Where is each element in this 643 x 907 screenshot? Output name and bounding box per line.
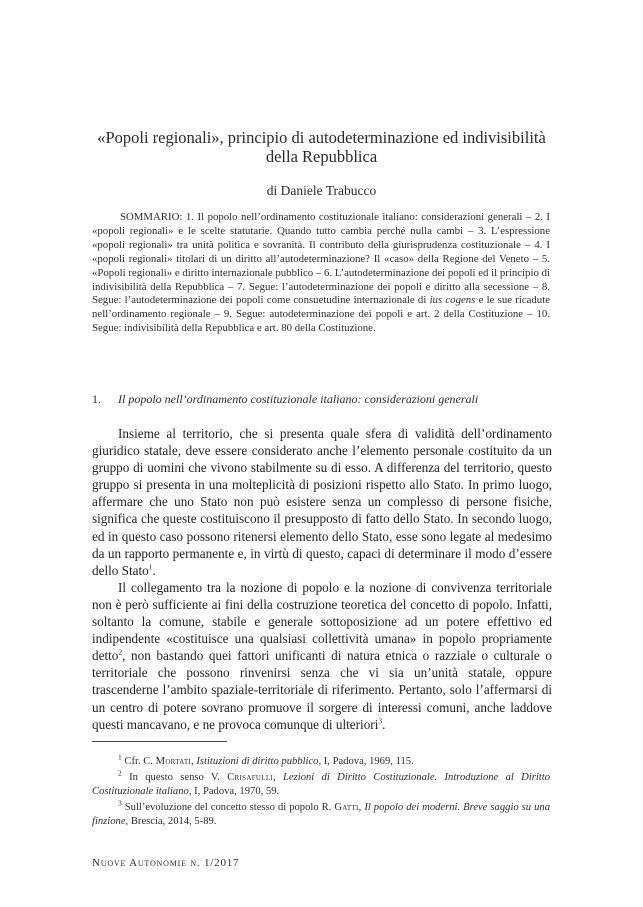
section-number: 1.	[92, 392, 101, 406]
journal-footer: Nuove Autonomie n. 1/2017	[92, 857, 240, 869]
paragraph-text: , non bastando quei fattori unificanti di natura etnica o razziale o culturale o territoriale che possono rinvenirsi senza che vi sia un’unità statale, oppure trascenderne l’ambito spaziale-territoriale di riferimento. Pertanto, solo l’affermarsi di un centro di potere sovrano promuove il sorgere di interessi comuni, anche laddove questi mancavano, e ne provoca comunque di ulteriori	[92, 648, 552, 732]
footnote-number: 1	[118, 752, 122, 762]
footnote-author: Mortati	[155, 756, 192, 767]
footnote-work-title: Il popolo dei moderni. Breve saggio su una finzione	[92, 802, 550, 827]
summary-label: SOMMARIO:	[120, 211, 183, 223]
footnote-text: , I, Padova, 1970, 59.	[188, 786, 280, 797]
footnote-work-title: Istituzioni di diritto pubblico	[196, 756, 319, 767]
summary-text: 1. Il popolo nell’ordinamento costituzionale italiano: considerazioni generali – 2. I «popoli regionali» e le scelte statutarie. Quando tutto cambia perché nulla cambi – 3. L’espressione «popoli regionali» tra unità politica e sovranità. Il contributo della giurisprudenza costituzionale – 4. I «popoli regionali» titolari di un diritto all’autodeterminazione? Il «caso» della Regione del Veneto – 5. «Popoli regionali» e diritto internazionale pubblico – 6. L’autodeterminazione dei popoli ed il principio di indivisibilità della Repubblica – 7. Segue: l’autodeterminazione dei popoli e diritto alla secessione – 8. Segue: l’autodeterminazione dei popoli come consuetudine internazionale di	[92, 211, 550, 307]
paragraph-text: Il collegamento tra la nozione di popolo e la nozione di convivenza territoriale non è però sufficiente ai fini della costruzione teoretica del concetto di popolo. Infatti, soltanto la comune, stabile e generale sottoposizione ad un potere effettivo ed indipendente «costituisce una qualsiasi collettività umana» in popolo propriamente detto	[92, 579, 552, 664]
article-title-line-2: della Repubblica	[265, 147, 378, 166]
footnote-text: In questo senso V.	[129, 772, 228, 783]
paragraph-text: .	[152, 562, 156, 578]
footnotes	[92, 752, 550, 831]
footnote-separator	[92, 741, 227, 742]
footnote-2	[92, 768, 550, 799]
footnote-text: ,	[191, 756, 197, 767]
footnote-text: Sull’evoluzione del concetto stesso di popolo R.	[124, 802, 335, 813]
summary-ius-cogens: ius cogens	[429, 294, 476, 307]
section-heading	[92, 392, 550, 407]
footnote-number: 2	[118, 768, 122, 778]
footnote-text: ,	[273, 772, 284, 783]
footnote-text: , Brescia, 2014, 5-89.	[125, 816, 217, 827]
summary-text-end: e le sue ricadute nell’ordinamento regionale – 9. Segue: autodeterminazione dei popoli e art. 2 della Costituzione – 10. Segue: indivisibilità della Repubblica e art. 80 della Costituzione.	[92, 294, 550, 335]
body-text	[92, 425, 552, 733]
paragraph-text: Insieme al territorio, che si presenta quale sfera di validità dell’ordinamento giuridico statale, deve essere considerato anche l’elemento personale costituito da un gruppo di uomini che vivono stabilmente su di esso. A differenza del territorio, questo gruppo si presenta in una molteplicità di posizioni rispetto allo Stato. In primo luogo, affermare che uno Stato non può esistere senza un complesso di persone fisiche, significa che queste costituiscono il presupposto di fatto dello Stato. In secondo luogo, ed in questo caso possono ritenersi elemento dello Stato, esse sono legate al medesimo da un rapporto permanente e, in virtù di questo, capaci di determinare il modo d’essere dello Stato	[92, 426, 552, 578]
article-title	[80, 128, 563, 166]
article-title-line-1: «Popoli regionali», principio di autodeterminazione ed indivisibilità	[97, 128, 546, 147]
footnote-text: Cfr. C.	[124, 756, 156, 767]
footnote-ref[interactable]: 3	[378, 716, 383, 726]
footnote-1	[92, 752, 550, 769]
paragraph	[92, 425, 552, 579]
paragraph-text: .	[382, 716, 386, 732]
footnote-author: Crisafulli	[227, 772, 274, 783]
section-title: Il popolo nell’ordinamento costituzionale italiano: considerazioni generali	[118, 392, 479, 406]
footnote-ref[interactable]: 1	[148, 562, 153, 572]
paragraph	[92, 579, 552, 733]
footnote-work-title: Lezioni di Diritto Costituzionale. Introduzione al Diritto Costituzionale italiano	[92, 772, 550, 797]
footnote-author: Gatti	[334, 802, 359, 813]
footnote-text: , I, Padova, 1969, 115.	[318, 756, 414, 767]
footnote-number: 3	[118, 798, 122, 808]
author-line: di Daniele Trabucco	[266, 183, 377, 198]
summary-block	[92, 211, 550, 336]
footnote-ref[interactable]: 2	[118, 647, 123, 657]
footnote-text: ,	[358, 802, 365, 813]
footnote-3	[92, 798, 550, 829]
